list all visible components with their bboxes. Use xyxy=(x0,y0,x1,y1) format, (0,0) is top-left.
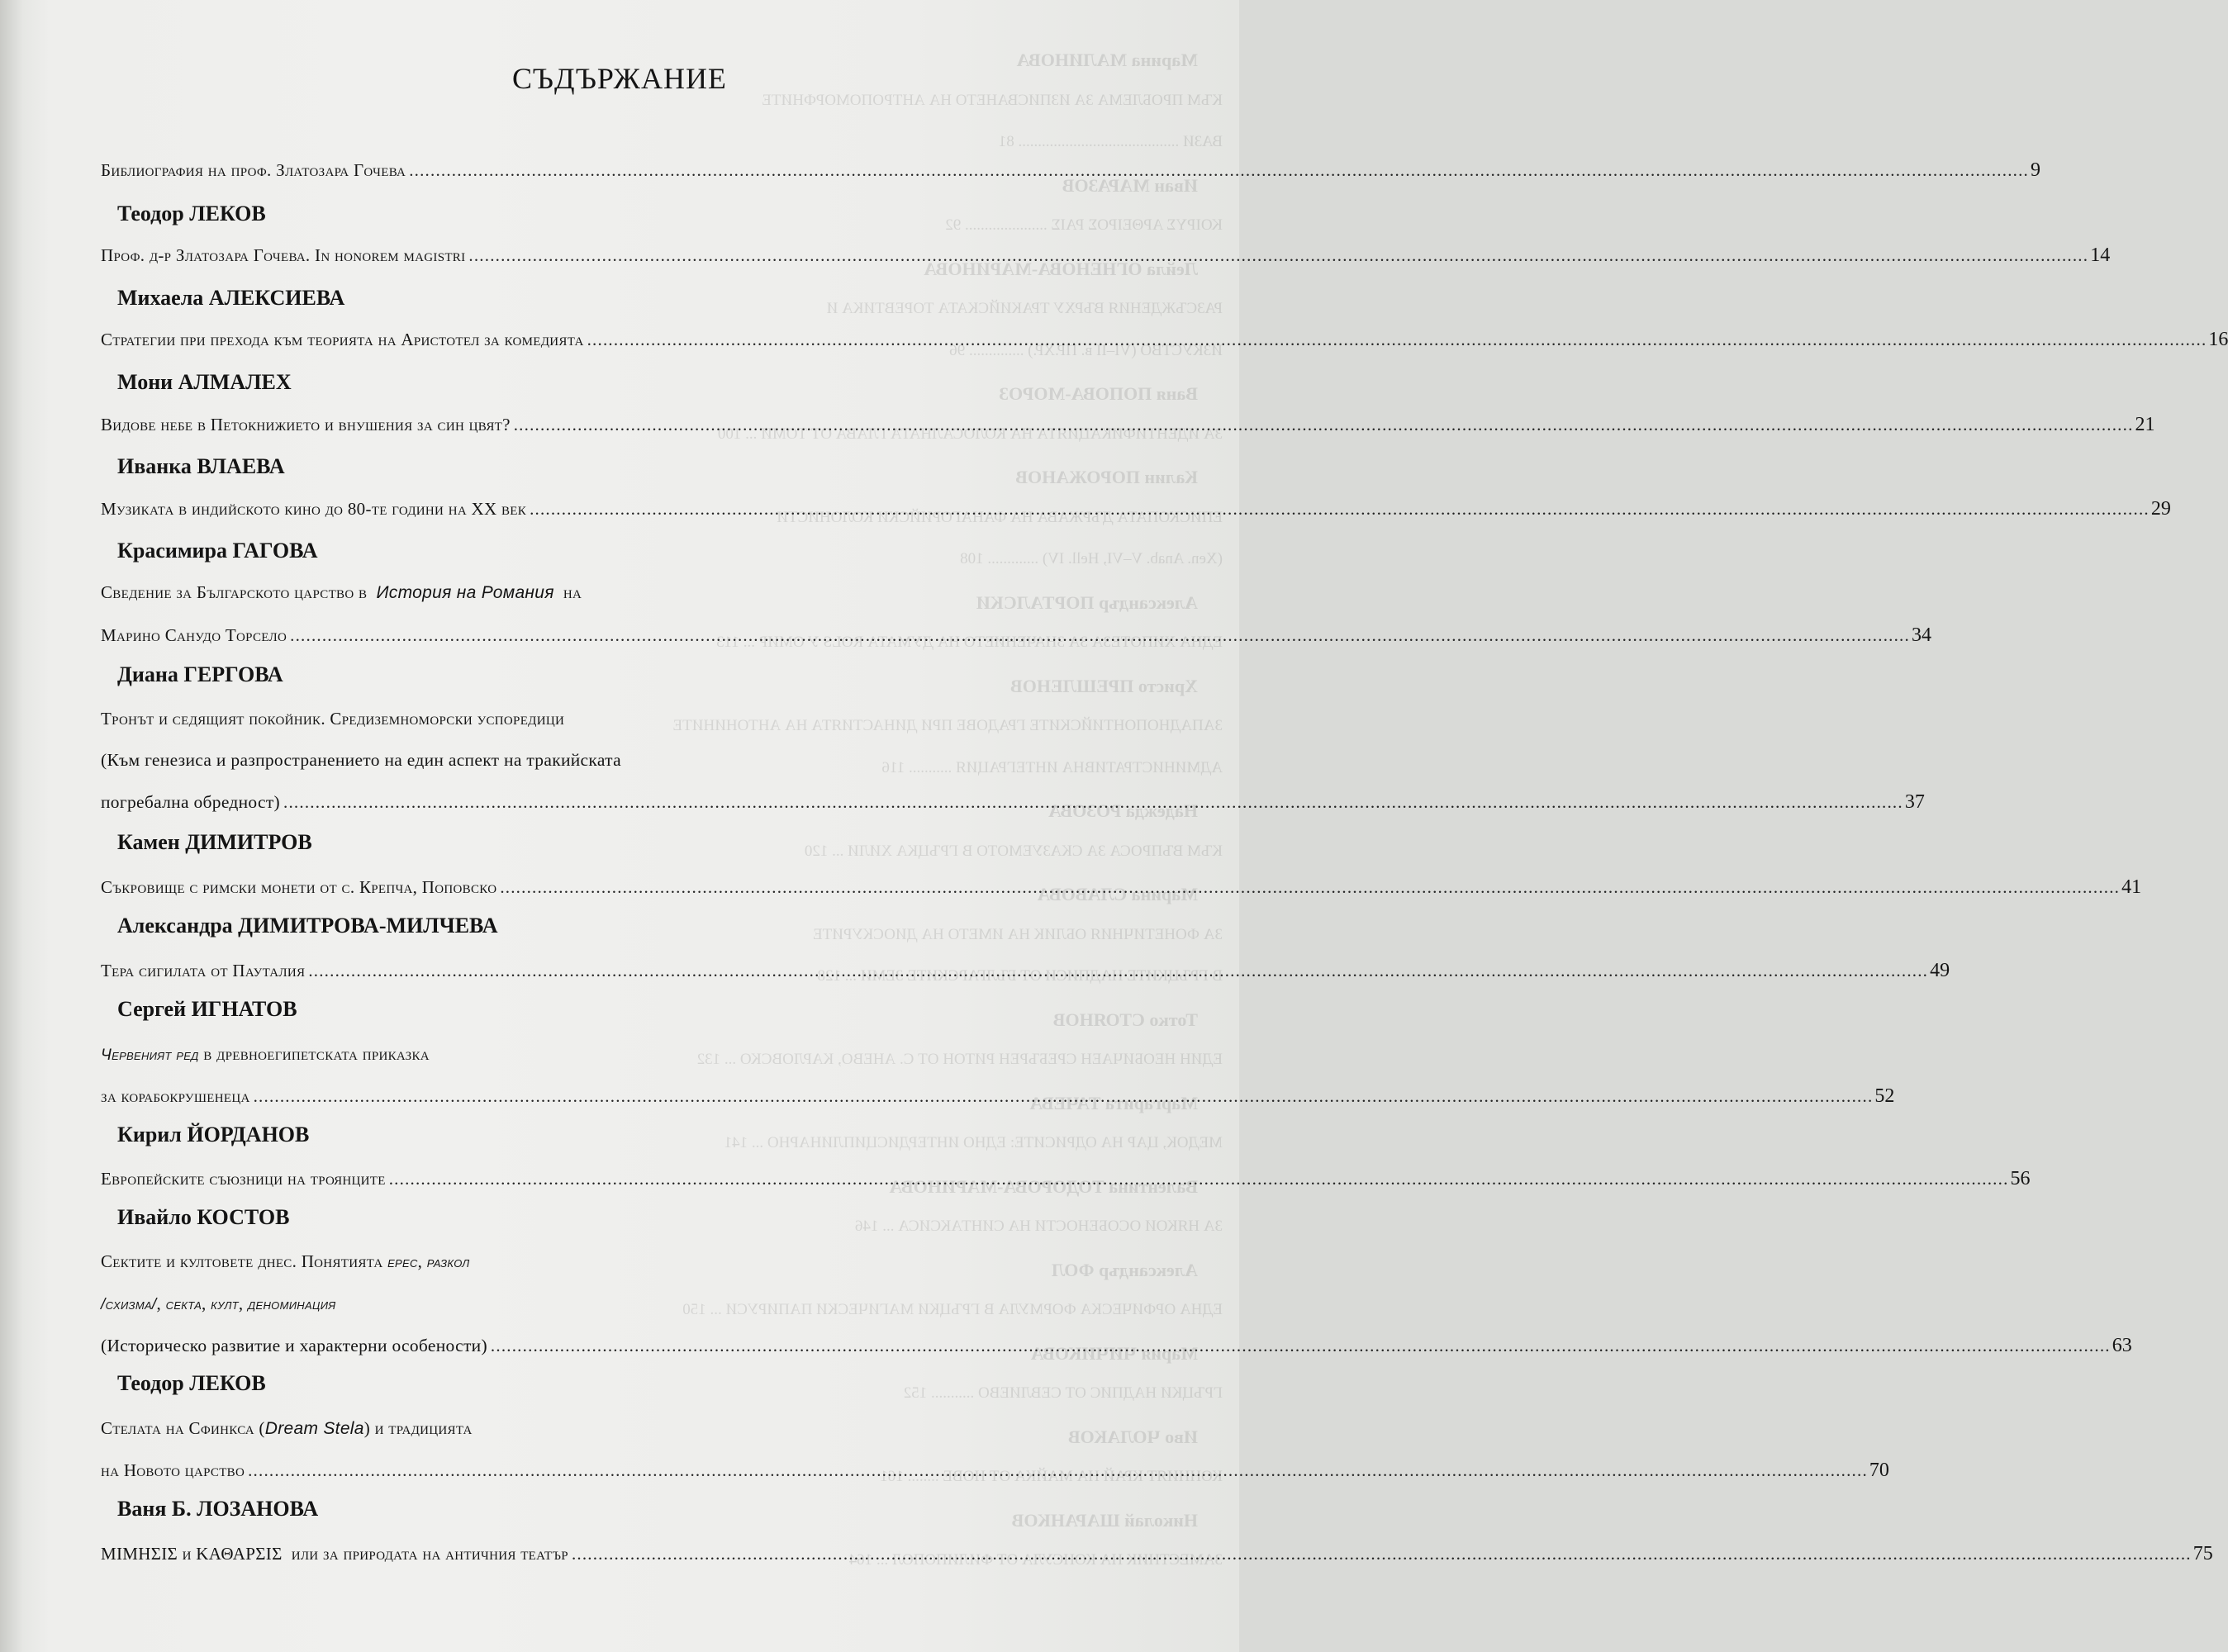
entry-title: Стратегии при прехода към теорията на Аристотел за комедията xyxy=(101,330,584,349)
entry-title: Тронът и седящият покойник. Средиземноморски успоредици xyxy=(101,709,565,729)
entry-author: Сергей ИГНАТОВ xyxy=(117,997,297,1021)
entry-title-italic: Червеният ред xyxy=(101,1047,199,1064)
dot-leader xyxy=(587,330,2207,350)
toc-entry-line[interactable] xyxy=(101,709,986,729)
entry-title: Съкровище с римски монети от с. Крепча, Поповско xyxy=(101,877,497,897)
entry-page-number: 34 xyxy=(1911,624,1931,646)
entry-title: Сектите и култовете днес. Понятията ерес, разкол xyxy=(101,1251,470,1271)
entry-title: Червеният ред в древноегипетската приказка xyxy=(101,1044,430,1064)
entry-author: Теодор ЛЕКОВ xyxy=(117,1371,266,1395)
entry-author: Кирил ЙОРДАНОВ xyxy=(117,1123,310,1146)
dot-leader xyxy=(290,625,1910,646)
entry-author: Ваня Б. ЛОЗАНОВА xyxy=(117,1497,319,1521)
entry-title: Видове небе в Петокнижието и внушения за син цвят? xyxy=(101,415,511,434)
dot-leader xyxy=(389,1169,2009,1189)
toc-entry[interactable] xyxy=(101,1543,2213,1565)
entry-author: Иванка ВЛАЕВА xyxy=(117,454,285,478)
toc-entry[interactable] xyxy=(101,1168,2031,1190)
toc-entry[interactable] xyxy=(101,876,2142,899)
entry-page-number: 16 xyxy=(2208,329,2228,350)
dot-leader xyxy=(308,961,1928,981)
entry-title: Тера сигилата от Пауталия xyxy=(101,961,306,980)
dot-leader xyxy=(514,415,2134,435)
entry-page-number: 52 xyxy=(1874,1085,1895,1107)
entry-page-number: 37 xyxy=(1904,791,1925,813)
entry-title: Марино Санудо Торсело xyxy=(101,625,287,645)
entry-page-number: 29 xyxy=(2150,498,2171,520)
toc-entry[interactable] xyxy=(101,159,2041,182)
entry-title: на Новото царство xyxy=(101,1460,245,1480)
entry-page-number: 41 xyxy=(2121,876,2142,898)
entry-subtitle: (Историческо развитие и характерни особености) xyxy=(101,1336,487,1355)
dot-leader xyxy=(572,1544,2192,1564)
toc-entry-line[interactable] xyxy=(101,1044,986,1065)
entry-page-number: 14 xyxy=(2090,244,2111,266)
entry-title: Стелата на Сфинкса (Dream Stela) и традицията xyxy=(101,1418,473,1438)
toc-entry[interactable] xyxy=(101,244,2111,267)
entry-author: Красимира ГАГОВА xyxy=(117,539,318,563)
entry-author: Михаела АЛЕКСИЕВА xyxy=(117,286,345,310)
dot-leader xyxy=(283,792,1903,813)
entry-page-number: 63 xyxy=(2112,1335,2132,1356)
dot-leader xyxy=(491,1336,2111,1356)
toc-entry[interactable] xyxy=(101,960,1950,982)
entry-author: Диана ГЕРГОВА xyxy=(117,662,283,686)
entry-author: Камен ДИМИТРОВ xyxy=(117,830,312,854)
dot-leader xyxy=(468,245,2088,266)
toc-entry-line[interactable] xyxy=(101,750,986,771)
entry-title: за корабокрушенеца xyxy=(101,1086,250,1106)
entry-author: Ивайло КОСТОВ xyxy=(117,1205,290,1229)
toc-entry[interactable] xyxy=(101,791,1925,814)
show-through-text: Марина МАЛИНОВА КЪМ ПРОБЛЕМА ЗА ИЗПИСВАНЕТО НА АНТРОПОМОРФНИТЕ ВАЗИ ......................................... 81 Иван МАРАЗОВ ΚΟΙΡΥΣ ΑΡΘΕΙΡΟΣ ΡΑΙΣ ..................... 92 Лейла ОГНЕНОВА-МАРИНОВА РАЗСЪЖДЕНИЯ ВЪРХУ ТРАКИЙСКАТА ТОРЕВТИКА И ИЗКУСТВО (VI–II в. ПР.ХР.) .............. 96 Ваня ПОПОВА-МОРОЗ ЗА ИДЕНТИФИКАЦИЯТА НА КОЛОСАЛНАТА ГЛАВА ОТ ТОМИ ... 100 Калин ПОРОЖАНОВ ЕПИСКОПАТА ДЪРЖАВА НА ФАНАГОРИЙСКИ КОЛОНИСТИ (Xen. Anab. V–VI, Hell. IV) ............. 108 Александър ПОРТАЛСКИ ЕДНА ХИПОТЕЗА ЗА ЗНАЧЕНИЕТО НА ДУМАТА ROLS У ОМИР ... 113 Христо ПРЕШЛЕНОВ ЗАПАДНОПОНТИЙСКИТЕ ГРАДОВЕ ПРИ ДИНАСТИЯТА НА АНТОНИНИТЕ АДМИНИСТРАТИВНА ИНТЕГРАЦИЯ ........... 116 Надежда РОЗОВА КЪМ ВЪПРОСА ЗА СКАЗУЕМОТО В ГРЪЦКА ХИЛИ ... 120 Марина СЛАВОВА ЗА ФОНЕТИЧНИЯ ОБЛИК НА ИМЕТО НА ДИОСКУРИТЕ В ГРЪЦКИТЕ НАДПИСИ ОТ БЪЛГАРСКИТЕ ЗЕМИ ... 128 Тотко СТОЯНОВ ЕДИН НЕОБИЧАЕН СРЕБЪРЕН РИТОН ОТ С. АНЕВО, КАРЛОВСКО ... 132 Маргарита ТАЧЕВА МЕДОК, ЦАР НА ОДРИСИТЕ: ЕДНО ИНТЕРДИСЦИПЛИНАРНО ... 141 Валентина ТОДОРОВА-МАРИНОВА ЗА НЯКОИ ОСОБЕНОСТИ НА СИНТАКСИСА ... 146 Александър ФОЛ ЕДНА ОРФИЧЕСКА ФОРМУЛА В ГРЪЦКИ МАГИЧЕСКИ ПАПИРУСИ ... 150 Мария ЧИЧИКОВА ГРЪЦКИ НАДПИС ОТ СЕВЛИЕВО ........... 152 Иво ЧОЛАКОВ КОННИЯТ КРАЙ НА МАЙКА ОТ НОВЕ ........ 161 Николай ШАРАНКОВ ЗАМЕСТНИК НА КОНСУЛА ОТ ФИЛИПОПОЛ ... 164 xyxy=(672,50,1223,1569)
entry-title: Европейските съюзници на троянците xyxy=(101,1169,386,1189)
dot-leader xyxy=(500,877,2120,898)
entry-subtitle: погребална обредност) xyxy=(101,792,281,812)
toc-entry[interactable] xyxy=(101,1335,2132,1357)
entry-page-number: 9 xyxy=(2031,159,2041,181)
page-title: СЪДЪРЖАНИЕ xyxy=(512,62,727,95)
entry-page-number: 49 xyxy=(1930,960,1950,981)
toc-entry[interactable] xyxy=(101,329,2228,351)
entry-author: Мони АЛМАЛЕХ xyxy=(117,370,292,394)
entry-title: Библиография на проф. Златозара Гочева xyxy=(101,160,406,180)
entry-title: ΜΙΜΗΣΙΣ и ΚΑΘΑΡΣΙΣ или за природата на античния театър xyxy=(101,1544,568,1564)
dot-leader xyxy=(254,1086,1874,1107)
toc-entry-line[interactable] xyxy=(101,1294,986,1314)
toc-entry[interactable] xyxy=(101,1085,1895,1108)
entry-title: /схизма/, секта, култ, деноминация xyxy=(101,1294,336,1313)
entry-subtitle: (Към генезиса и разпространението на един аспект на тракийската xyxy=(101,750,621,770)
entry-page-number: 70 xyxy=(1869,1460,1889,1481)
toc-entry[interactable] xyxy=(101,414,2155,436)
dot-leader xyxy=(409,160,2029,181)
entry-page-number: 75 xyxy=(2192,1543,2213,1564)
entry-title-italic: История на Романия xyxy=(376,583,554,602)
entry-page-number: 21 xyxy=(2135,414,2155,435)
toc-entry-line[interactable] xyxy=(101,582,986,603)
toc-entry-line[interactable] xyxy=(101,1418,986,1439)
toc-entry[interactable] xyxy=(101,1460,1889,1482)
entry-page-number: 56 xyxy=(2010,1168,2031,1189)
toc-entry-line[interactable] xyxy=(101,1251,986,1272)
dot-leader xyxy=(248,1460,1868,1481)
toc-entry[interactable] xyxy=(101,624,1931,647)
toc-entry[interactable] xyxy=(101,498,2171,520)
entry-author: Теодор ЛЕКОВ xyxy=(117,202,266,225)
entry-title: Музиката в индийското кино до 80-те години на XX век xyxy=(101,499,527,519)
entry-author: Александра ДИМИТРОВА-МИЛЧЕВА xyxy=(117,914,498,938)
entry-title: Сведение за Българското царство в История на Романия на xyxy=(101,582,582,602)
dot-leader xyxy=(530,499,2150,520)
entry-title: Проф. д-р Златозара Гочева. In honorem magistri xyxy=(101,245,466,265)
